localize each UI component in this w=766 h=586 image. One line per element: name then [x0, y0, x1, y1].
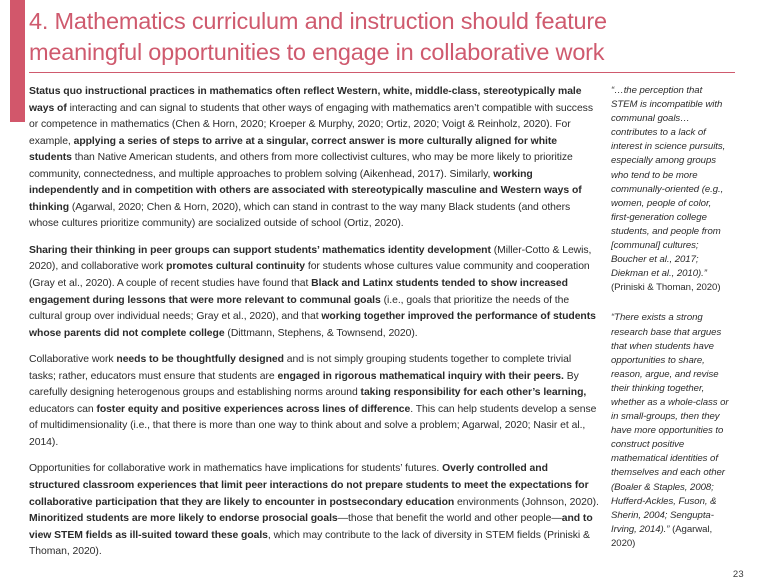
text-run: Status quo instructional practices in mathematics often reflect Western, white, middle-class, stereotypically male ways of [29, 86, 582, 114]
text-run: (Dittmann, Stephens, & Townsend, 2020). [227, 327, 418, 339]
paragraph-implications-futures [29, 461, 599, 560]
text-run: Black and Latinx students tended to show increased engagement during lessons that were more relevant to communal goals [29, 278, 568, 306]
quote-attribution: (Agarwal, 2020) [611, 523, 713, 549]
page-title [29, 6, 729, 71]
text-run: Minoritized students are more likely to endorse prosocial goals [29, 513, 338, 525]
text-run: than Native American students, and others from more collectivist cultures, who may be more likely to prioritize community, connectedness, and multiple approaches to problem solving (Aikenhead, 2017). Similarly, [29, 152, 573, 180]
text-run: Overly controlled and structured classroom experiences that limit peer interactions do not prepare students to meet the expectations for collaborative participation that they are likely to encounter in postsecondary education [29, 463, 589, 508]
text-run: engaged in rigorous mathematical inquiry with their peers. [277, 370, 567, 382]
text-run: and to view STEM fields as ill-suited toward these goals [29, 513, 593, 541]
title-underline-rule [29, 72, 735, 73]
text-run: By carefully designing heterogenous groups and establishing norms around [29, 370, 579, 399]
text-run: working together improved the performance of students whose parents did not complete college [29, 311, 596, 339]
text-run: working independently and in competition with others are associated with stereotypically masculine and Western ways of thinking [29, 168, 582, 213]
page-title-line-1: 4. Mathematics curriculum and instruction should feature [29, 8, 607, 34]
quote-attribution: (Priniski & Thoman, 2020) [611, 282, 721, 294]
paragraph-collaborative-design [29, 352, 599, 451]
page-number: 23 [732, 569, 744, 580]
quote-text: “There exists a strong research base that argues that when students have opportunities to share, reason, argue, and revise their thinking together, whether as a whole-class or in small-groups, then they have more opportunities to construct positive mathematical identities of themselves and each other (Boaler & Staples, 2008; Hufferd-Ackles, Fuson, & Sherin, 2004; Sengupta-Irving, 2014).” [611, 312, 729, 535]
text-run: Collaborative work [29, 354, 117, 366]
page-title-line-2: meaningful opportunities to engage in collaborative work [29, 39, 605, 65]
text-run: (Miller-Cotto & Lewis, 2020), and collaborative work [29, 244, 592, 273]
text-run: needs to be thoughtfully designed [116, 354, 287, 366]
text-run: applying a series of steps to arrive at a singular, correct answer is more culturally aligned for white students [29, 135, 557, 164]
text-run: . This can help students develop a sense of multidimensionality (i.e., that there is more than one way to think about and solve a problem; Agarwal, 2020; Nasir et al., 2014). [29, 403, 597, 448]
text-run: —those that benefit the world and other people— [337, 513, 562, 525]
text-run: for students whose cultures value community and cooperation (Gray et al., 2020). A couple of recent studies have found that [29, 261, 590, 290]
text-run: taking responsibility for each other’s learning, [360, 387, 587, 399]
quote-text: “…the perception that STEM is incompatible with communal goals… contributes to a lack of interest in science pursuits, especially among groups who tend to be more communally-oriented (e.g., women, people of color, first-generation college students, and people from [communal] cultures; Boucher et al., 2017; Diekman et al., 2010).” [611, 85, 726, 280]
text-run: (Agarwal, 2020; Chen & Horn, 2020), which can stand in contrast to the way many Black students (and others whose cultures prioritize community) are socialized outside of school (Ortiz, 2020). [29, 201, 571, 230]
quote-agarwal [611, 311, 731, 551]
left-accent-bar [10, 0, 25, 122]
text-run: , which may contribute to the lack of diversity in STEM fields (Priniski & Thoman, 2020). [29, 529, 590, 558]
body-area [29, 84, 739, 571]
text-run: (i.e., goals that prioritize the needs of the cultural group over individual needs; Gray et al., 2020), and that [29, 294, 570, 323]
text-run: interacting and can signal to students that other ways of engaging with mathematics aren’t compatible with success or competence in mathematics (Chen & Horn, 2020; Kroeper & Murphy, 2020; Ortiz, 2020; Voigt & Reinholz, 2020). For example, [29, 102, 593, 147]
text-run: and is not simply grouping students together to complete trivial tasks; rather, educators must ensure that students are [29, 354, 572, 382]
text-run: educators can [29, 403, 97, 415]
paragraph-sharing-thinking [29, 243, 599, 342]
quote-priniski-thoman [611, 84, 731, 295]
paragraph-status-quo [29, 84, 599, 233]
text-run: Opportunities for collaborative work in mathematics have implications for students’ futures. [29, 463, 443, 475]
title-block [29, 6, 729, 73]
text-run: environments (Johnson, 2020). [457, 496, 599, 508]
text-run: Sharing their thinking in peer groups can support students’ mathematics identity development [29, 244, 494, 256]
main-text-column [29, 84, 607, 571]
text-run: promotes cultural continuity [166, 261, 308, 273]
sidebar-quotes-column [607, 84, 731, 567]
text-run: foster equity and positive experiences across lines of difference [96, 403, 411, 415]
